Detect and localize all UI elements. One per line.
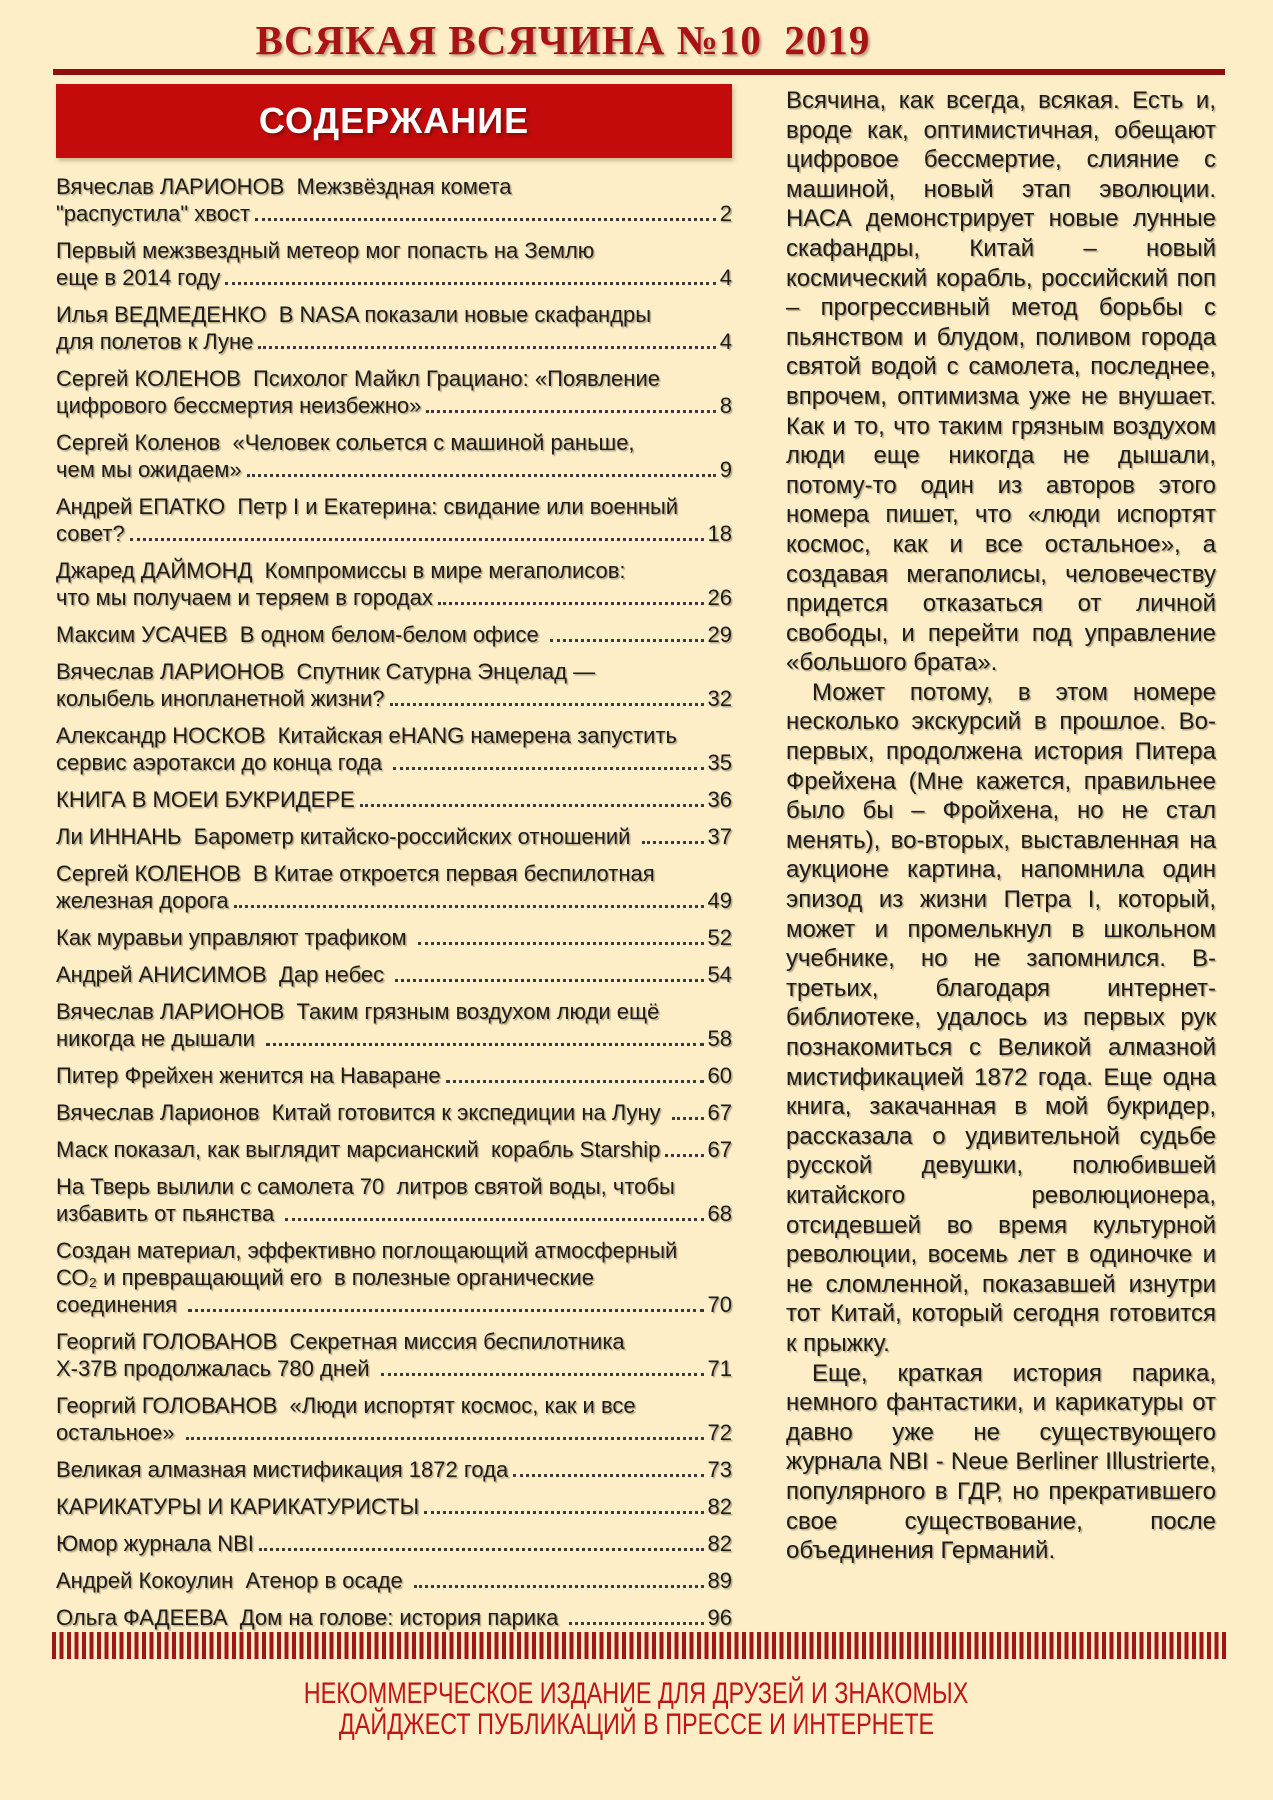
toc-entry-text: КНИГА В МОЕИ БУКРИДЕРЕ — [56, 787, 355, 812]
footer-line-1 — [0, 1678, 1273, 1709]
editorial-column — [786, 86, 1216, 1566]
toc-page-number: 49 — [707, 888, 732, 913]
toc-page-number: 68 — [707, 1201, 732, 1226]
toc-page-number: 67 — [707, 1100, 732, 1125]
toc-entry-line — [56, 1200, 732, 1227]
toc-entry-text: Как муравьи управляют трафиком — [56, 925, 413, 950]
toc-entry-line — [56, 823, 732, 850]
toc-page-number: 4 — [719, 329, 732, 354]
toc-page-number: 89 — [707, 1568, 732, 1593]
toc-entry-line: Вячеслав ЛАРИОНОВ Таким грязным воздухом люди ещё — [56, 999, 660, 1024]
toc-entry-line — [56, 1099, 732, 1126]
toc-entry-line: Александр НОСКОВ Китайская eHANG намерена запустить — [56, 723, 677, 748]
toc-entry-line — [56, 1530, 732, 1557]
toc-entry-line — [56, 786, 732, 813]
toc-entry — [56, 1530, 732, 1557]
toc-entry — [56, 1062, 732, 1089]
toc-entry-text: Андрей АНИСИМОВ Дар небес — [56, 962, 391, 987]
toc-entry-text: Маск показал, как выглядит марсианский корабль Starship — [56, 1137, 661, 1162]
toc-leader-dots — [225, 282, 715, 285]
toc-leader-dots — [234, 905, 704, 908]
toc-entry — [56, 722, 732, 776]
toc-leader-dots — [513, 1474, 703, 1477]
toc-leader-dots — [360, 804, 704, 807]
masthead-title: ВСЯКАЯ ВСЯЧИНА №10 2019 — [255, 17, 871, 63]
toc-entry-line — [56, 887, 732, 914]
toc-entry-text: избавить от пьянства — [56, 1201, 281, 1226]
toc-page-number: 18 — [707, 521, 732, 546]
toc-page-number: 8 — [719, 393, 732, 418]
toc-page-number: 70 — [707, 1292, 732, 1317]
toc-entry — [56, 1604, 732, 1631]
toc-leader-dots — [438, 602, 704, 605]
toc-entry-line — [56, 456, 732, 483]
toc-page-number: 2 — [719, 201, 732, 226]
toc-entry-line: Создан материал, эффективно поглощающий атмосферный — [56, 1238, 678, 1263]
toc-entry-text: никогда не дышали — [56, 1026, 262, 1051]
toc-entry-text: Юмор журнала NBI — [56, 1531, 254, 1556]
toc-entry-text: Великая алмазная мистификация 1872 года — [56, 1457, 509, 1482]
toc-page-number: 58 — [707, 1026, 732, 1051]
toc-page-number: 37 — [707, 824, 732, 849]
editorial-paragraph: Еще, краткая история парика, немного фантастики, и карикатуры от давно уже не существующего журнала NBI - Neue Berliner Illustrierte, популярного в ГДР, но прекратившего свое существование, после объединения Германий. — [786, 1359, 1216, 1565]
toc-page-number: 82 — [707, 1531, 732, 1556]
toc-entry-text: колыбель инопланетной жизни? — [56, 686, 385, 711]
toc-page-number: 52 — [707, 925, 732, 950]
toc-entry-line: СО₂ и превращающий его в полезные органические — [56, 1265, 594, 1290]
toc-leader-dots — [642, 841, 704, 844]
toc-entry — [56, 1392, 732, 1446]
footer-line-2-text: ДАЙДЖЕСТ ПУБЛИКАЦИЙ В ПРЕССЕ И ИНТЕРНЕТЕ — [338, 1708, 935, 1741]
toc-entry-line — [56, 1291, 732, 1318]
toc-leader-dots — [130, 538, 704, 541]
toc-entry-text: КАРИКАТУРЫ И КАРИКАТУРИСТЫ — [56, 1494, 420, 1519]
toc-entry — [56, 823, 732, 850]
toc-entry-line — [56, 264, 732, 291]
toc-leader-dots — [418, 942, 704, 945]
toc-entry-line: Сергей КОЛЕНОВ Психолог Майкл Грациано: «Появление — [56, 366, 660, 391]
toc-entry — [56, 924, 732, 951]
toc-entry-line: Георгий ГОЛОВАНОВ Секретная миссия беспилотника — [56, 1329, 625, 1354]
toc-entry-line — [56, 1604, 732, 1631]
editorial-paragraph: Может потому, в этом номере несколько экскурсий в прошлое. Во-первых, продолжена история Питера Фрейхена (Мне кажется, правильнее было бы – Фройхена, но не стал менять), во-вторых, выставленная на аукционе картина, напомнила один эпизод из жизни Петра I, который, может и промелькнул в школьном учебнике, но не запомнился. В-третьих, благодаря интернет-библиотеке, удалось из первых рук познакомиться с Великой алмазной мистификацией 1872 года. Еще одна книга, закачанная в мой букридер, рассказала о удивительной судьбе русской девушки, полюбившей китайского революционера, отсидевшей во время культурной революции, восемь лет в одиночке и не сломленной, показавшей изнутри тот Китай, который сегодня готовится к прыжку. — [786, 678, 1216, 1357]
toc-page-number: 73 — [707, 1457, 732, 1482]
toc-entry-line — [56, 1493, 732, 1520]
toc-entry — [56, 621, 732, 648]
toc-entry — [56, 1173, 732, 1227]
toc-entry-text: сервис аэротакси до конца года — [56, 750, 389, 775]
toc-leader-dots — [258, 346, 715, 349]
toc-leader-dots — [672, 1117, 704, 1120]
toc-entry-text: еще в 2014 году — [56, 265, 221, 290]
toc-entry — [56, 429, 732, 483]
toc-entry — [56, 173, 732, 227]
toc-page-number: 9 — [719, 457, 732, 482]
toc-entry-text: Максим УСАЧЕВ В одном белом-белом офисе — [56, 622, 545, 647]
toc-entry-line — [56, 584, 732, 611]
toc-column — [56, 84, 732, 1641]
toc-entry-line — [56, 1567, 732, 1594]
toc-leader-dots — [446, 1080, 704, 1083]
toc-entry-text: Х-37В продолжалась 780 дней — [56, 1356, 376, 1381]
toc-entry — [56, 1237, 732, 1318]
toc-entry-text: Ольга ФАДЕЕВА Дом на голове: история парика — [56, 1605, 565, 1630]
toc-entry-line — [56, 924, 732, 951]
toc-leader-dots — [255, 218, 716, 221]
toc-entry-line — [56, 520, 732, 547]
toc-entry — [56, 998, 732, 1052]
toc-entry — [56, 301, 732, 355]
toc-leader-dots — [381, 1373, 704, 1376]
toc-entry-line: Вячеслав ЛАРИОНОВ Межзвёздная комета — [56, 174, 512, 199]
toc-entry-line — [56, 200, 732, 227]
toc-entry-line — [56, 1355, 732, 1382]
toc-entry-line: Сергей КОЛЕНОВ В Китае откроется первая беспилотная — [56, 861, 655, 886]
toc-entry — [56, 786, 732, 813]
toc-entry-line: Георгий ГОЛОВАНОВ «Люди испортят космос, как и все — [56, 1393, 636, 1418]
editorial-paragraph: Всячина, как всегда, всякая. Есть и, вроде как, оптимистичная, обещают цифровое бессмертие, слияние с машиной, новый этап эволюции. НАСА демонстрирует новые лунные скафандры, Китай – новый космический корабль, российский поп – прогрессивный метод борьбы с пьянством и блудом, поливом города святой водой с самолета, последнее, впрочем, оптимизма уже не внушает. Как и то, что таким грязным воздухом люди еще никогда не дышали, потому-то один из авторов этого номера пишет, что «люди испортят космос, как и все остальное», а создавая мегаполисы, человечеству придется отказаться от личной свободы, и перейти под управление «большого брата». — [786, 87, 1216, 677]
toc-entry — [56, 1136, 732, 1163]
toc-entry-line — [56, 685, 732, 712]
toc-leader-dots — [266, 1043, 703, 1046]
toc-page-number: 54 — [707, 962, 732, 987]
toc-leader-dots — [550, 639, 704, 642]
toc-list — [56, 173, 732, 1631]
footer-line-2 — [0, 1709, 1273, 1740]
toc-page-number: 32 — [707, 686, 732, 711]
toc-entry-text: железная дорога — [56, 888, 229, 913]
toc-leader-dots — [188, 1309, 703, 1312]
toc-entry-text: Ли ИННАНЬ Барометр китайско-российских отношений — [56, 824, 637, 849]
toc-page-number: 29 — [707, 622, 732, 647]
toc-leader-dots — [569, 1622, 703, 1625]
toc-page-number: 4 — [719, 265, 732, 290]
toc-entry — [56, 1493, 732, 1520]
toc-page-number: 26 — [707, 585, 732, 610]
toc-entry-line — [56, 749, 732, 776]
toc-entry — [56, 237, 732, 291]
toc-entry-line: Вячеслав ЛАРИОНОВ Спутник Сатурна Энцелад — — [56, 659, 596, 684]
toc-page-number: 60 — [707, 1063, 732, 1088]
toc-page-number: 67 — [707, 1137, 732, 1162]
barcode-strip — [52, 1632, 1226, 1659]
toc-leader-dots — [247, 474, 716, 477]
toc-leader-dots — [186, 1437, 704, 1440]
toc-entry — [56, 1099, 732, 1126]
toc-entry — [56, 1328, 732, 1382]
toc-entry-line — [56, 1025, 732, 1052]
toc-leader-dots — [393, 767, 703, 770]
toc-entry-line: Первый межзвездный метеор мог попасть на Землю — [56, 238, 595, 263]
toc-page-number: 36 — [707, 787, 732, 812]
toc-leader-dots — [285, 1218, 703, 1221]
toc-entry — [56, 658, 732, 712]
toc-leader-dots — [414, 1585, 704, 1588]
footer-line-1-text: НЕКОММЕРЧЕСКОЕ ИЗДАНИЕ ДЛЯ ДРУЗЕЙ И ЗНАКОМЫХ — [304, 1677, 969, 1710]
toc-entry — [56, 557, 732, 611]
toc-entry-line — [56, 1456, 732, 1483]
toc-entry-text: соединения — [56, 1292, 184, 1317]
toc-entry-text: Питер Фрейхен женится на Наваране — [56, 1063, 441, 1088]
toc-entry-line: Сергей Коленов «Человек сольется с машиной раньше, — [56, 430, 635, 455]
toc-entry-text: чем мы ожидаем» — [56, 457, 242, 482]
toc-leader-dots — [395, 979, 703, 982]
toc-entry-line: Джаред ДАЙМОНД Компромиссы в мире мегаполисов: — [56, 558, 626, 583]
toc-entry — [56, 860, 732, 914]
toc-page-number: 96 — [707, 1605, 732, 1630]
toc-page-number: 71 — [707, 1356, 732, 1381]
toc-entry-line — [56, 621, 732, 648]
toc-entry-line — [56, 1136, 732, 1163]
toc-entry-text: что мы получаем и теряем в городах — [56, 585, 433, 610]
toc-page-number: 82 — [707, 1494, 732, 1519]
toc-leader-dots — [259, 1548, 704, 1551]
toc-leader-dots — [390, 703, 704, 706]
toc-entry-text: остальное» — [56, 1420, 181, 1445]
header-rule — [53, 69, 1225, 75]
toc-entry-line — [56, 328, 732, 355]
toc-entry-text: для полетов к Луне — [56, 329, 254, 354]
toc-entry — [56, 365, 732, 419]
toc-leader-dots — [424, 1511, 703, 1514]
toc-entry-line: Илья ВЕДМЕДЕНКО В NASA показали новые скафандры — [56, 302, 652, 327]
toc-entry-line — [56, 1419, 732, 1446]
toc-page-number: 72 — [707, 1420, 732, 1445]
toc-entry-line: Андрей ЕПАТКО Петр I и Екатерина: свидание или военный — [56, 494, 679, 519]
toc-entry — [56, 961, 732, 988]
toc-entry-line: На Тверь вылили с самолета 70 литров святой воды, чтобы — [56, 1174, 675, 1199]
toc-entry-line — [56, 961, 732, 988]
footer — [0, 1678, 1273, 1740]
toc-entry — [56, 1456, 732, 1483]
toc-entry-text: "распустила" хвост — [56, 201, 251, 226]
toc-entry — [56, 1567, 732, 1594]
toc-entry-text: цифрового бессмертия неизбежно» — [56, 393, 422, 418]
toc-entry — [56, 493, 732, 547]
toc-entry-line — [56, 1062, 732, 1089]
toc-entry-line — [56, 392, 732, 419]
toc-page-number: 35 — [707, 750, 732, 775]
toc-entry-text: Вячеслав Ларионов Китай готовится к экспедиции на Луну — [56, 1100, 667, 1125]
toc-entry-text: совет? — [56, 521, 125, 546]
toc-leader-dots — [426, 410, 715, 413]
toc-entry-text: Андрей Кокоулин Атенор в осаде — [56, 1568, 409, 1593]
toc-heading: СОДЕРЖАНИЕ — [56, 84, 732, 158]
toc-leader-dots — [665, 1154, 703, 1157]
